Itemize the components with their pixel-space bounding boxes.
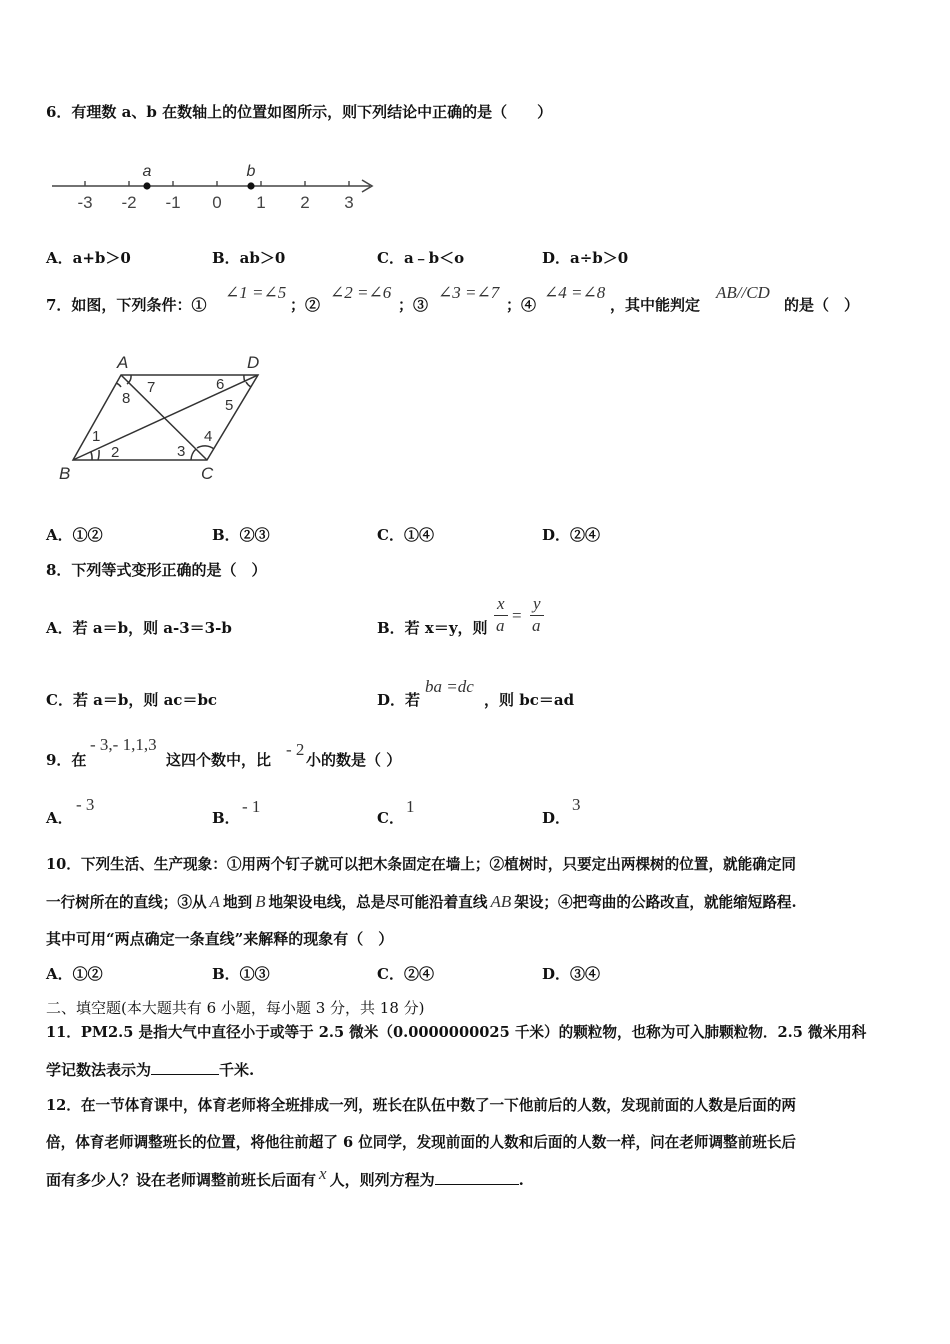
q10-option-c[interactable]: C．②④	[377, 965, 434, 983]
angle-label-5: 5	[225, 397, 234, 414]
q7-option-a[interactable]: A．①②	[46, 526, 103, 544]
q7-option-c[interactable]: C．①④	[377, 526, 434, 544]
angle-label-6: 6	[216, 376, 225, 393]
q8-option-d-math: ba =dc	[425, 677, 474, 696]
fraction-numerator: x	[497, 594, 505, 613]
q7-stem-mid: ，其中能判定	[610, 296, 701, 314]
tick-label: 2	[300, 193, 310, 212]
point-a: A	[209, 892, 220, 911]
q12-text: 人，则列方程为	[329, 1171, 435, 1189]
tick-label: 1	[256, 193, 266, 212]
q10-line-3: 其中可用“两点确定一条直线”来解释的现象有（ ）	[46, 930, 394, 948]
tick-label: 3	[344, 193, 354, 212]
q7-option-b[interactable]: B．②③	[212, 526, 270, 544]
q7-sep: ；④	[506, 296, 537, 314]
q6-option-d[interactable]: D．a÷b＞0	[542, 249, 629, 267]
point-b: B	[255, 892, 266, 911]
q7-condition-4: ∠4 =∠8	[544, 283, 606, 302]
q8-stem: 8．下列等式变形正确的是（ ）	[46, 561, 267, 579]
q10-option-a[interactable]: A．①②	[46, 965, 103, 983]
q10-line-1: 10．下列生活、生产现象：①用两个钉子就可以把木条固定在墙上；②植树时，只要定出两棵树的位置，就能确定同	[46, 856, 797, 873]
q8-option-a[interactable]: A．若 a＝b，则 a-3＝3-b	[46, 619, 232, 637]
angle-label-2: 2	[111, 444, 120, 461]
q9-option-b[interactable]: B．	[212, 809, 240, 827]
angle-label-7: 7	[147, 379, 156, 396]
q9-stem-mid: 这四个数中，比	[166, 751, 272, 769]
tick-label: -2	[121, 193, 137, 212]
q7-stem-end: 的是（ ）	[784, 296, 860, 314]
q10-option-b[interactable]: B．①③	[212, 965, 270, 983]
q6-option-c[interactable]: C．a﹣b＜o	[377, 249, 465, 267]
q7-condition-3: ∠3 =∠7	[438, 283, 500, 302]
parallelogram-figure	[55, 352, 280, 487]
angle-label-1: 1	[92, 428, 101, 445]
vertex-b: B	[59, 464, 71, 483]
answer-blank[interactable]	[151, 1060, 219, 1075]
vertex-a: A	[117, 353, 129, 372]
q12-line-3	[46, 1164, 524, 1190]
point-b-label: b	[246, 163, 256, 180]
answer-blank[interactable]	[435, 1170, 519, 1185]
angle-label-3: 3	[177, 443, 186, 460]
tick-label: -1	[165, 193, 181, 212]
q8-option-d-post: ，则 bc＝ad	[484, 691, 575, 709]
q10-text: 一行树所在的直线；③从	[46, 894, 207, 911]
number-line-figure	[48, 158, 378, 216]
q9-option-b-value: - 1	[242, 797, 261, 816]
q6-stem: 6．有理数 a、b 在数轴上的位置如图所示，则下列结论中正确的是（ ）	[46, 103, 553, 121]
q7-parallel-relation: AB//CD	[716, 283, 770, 302]
q6-option-b[interactable]: B．ab＞0	[212, 249, 286, 267]
q9-option-a-value: - 3	[76, 795, 95, 814]
q10-option-d[interactable]: D．③④	[542, 965, 601, 983]
q7-option-d[interactable]: D．②④	[542, 526, 601, 544]
q12-text: 面有多少人？设在老师调整前班长后面有	[46, 1171, 317, 1189]
q9-stem-end: 小的数是（ ）	[306, 751, 402, 769]
q7-stem-prefix: 7．如图，下列条件：①	[46, 296, 207, 314]
q6-option-a[interactable]: A．a+b＞0	[46, 249, 131, 267]
q11-text: 学记数法表示为	[46, 1061, 152, 1079]
q11-line-2	[46, 1060, 254, 1080]
vertex-d: D	[247, 353, 260, 372]
vertex-c: C	[201, 464, 214, 483]
variable-x: x	[319, 1164, 327, 1183]
q8-option-b[interactable]: B．若 x＝y，则	[377, 619, 488, 637]
q7-condition-2: ∠2 =∠6	[330, 283, 392, 302]
q10-text: 地到	[222, 894, 253, 911]
q12-line-1: 12．在一节体育课中，体育老师将全班排成一列，班长在队伍中数了一下他前后的人数，发现前面的人数是后面的两	[46, 1097, 797, 1114]
point-a-label: a	[142, 163, 152, 180]
q12-text: .	[518, 1171, 524, 1189]
q12-line-2: 倍，体育老师调整班长的位置，将他往前超了 6 位同学，发现前面的人数和后面的人数一样，问在老师调整前班长后	[46, 1134, 797, 1151]
fraction-numerator: y	[533, 594, 541, 613]
angle-label-8: 8	[122, 390, 131, 407]
q8-option-c[interactable]: C．若 a＝b，则 ac＝bc	[46, 691, 218, 709]
tick-label: -3	[77, 193, 93, 212]
q10-text: 架设；④把弯曲的公路改直，就能缩短路程.	[514, 894, 797, 911]
fraction-denominator: a	[532, 616, 541, 635]
tick-label: 0	[212, 193, 222, 212]
q9-option-a[interactable]: A．	[46, 809, 73, 827]
q7-sep: ；②	[290, 296, 321, 314]
q11-text: 千米.	[219, 1061, 255, 1079]
q9-option-c-value: 1	[406, 797, 415, 816]
line-ab: AB	[490, 892, 512, 911]
fraction-denominator: a	[496, 616, 505, 635]
q9-number-set: - 3,- 1,1,3	[90, 735, 157, 754]
q11-line-1: 11．PM2.5 是指大气中直径小于或等于 2.5 微米（0.0000000025 千米）的颗粒物，也称为可入肺颗粒物．2.5 微米用科	[46, 1024, 867, 1041]
q9-stem-pre: 9．在	[46, 751, 87, 769]
angle-label-4: 4	[204, 428, 213, 445]
equals-sign: =	[512, 606, 522, 625]
q8-option-b-equation	[494, 594, 550, 642]
q9-option-c[interactable]: C．	[377, 809, 404, 827]
q7-sep: ；③	[398, 296, 429, 314]
q10-text: 地架设电线，总是尽可能沿着直线	[268, 894, 488, 911]
q9-compare-value: - 2	[286, 740, 305, 759]
q7-condition-1: ∠1 =∠5	[225, 283, 287, 302]
q9-option-d[interactable]: D．	[542, 809, 571, 827]
q8-option-d[interactable]: D．若	[377, 691, 421, 709]
section-heading: 二、填空题(本大题共有 6 小题，每小题 3 分，共 18 分)	[46, 999, 425, 1017]
q10-line-2	[46, 892, 797, 913]
q9-option-d-value: 3	[572, 795, 581, 814]
